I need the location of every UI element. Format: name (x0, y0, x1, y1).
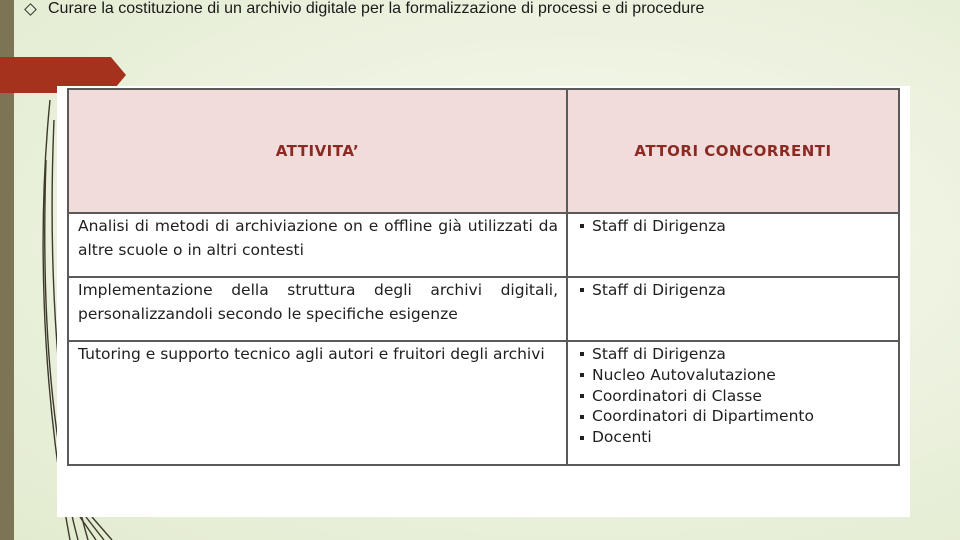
activity-cell: Analisi di metodi di archiviazione on e offline già utilizzati da altre scuole o in altri contesti (68, 213, 567, 277)
square-bullet-icon (580, 436, 584, 440)
actor-label: Coordinatori di Classe (592, 386, 762, 405)
actors-cell (567, 341, 899, 465)
slide-title: Curare la costituzione di un archivio digitale per la formalizzazione di processi e di procedure (48, 0, 705, 17)
square-bullet-icon (580, 394, 584, 398)
activity-cell: Implementazione della struttura degli archivi digitali, personalizzandoli secondo le specifiche esigenze (68, 277, 567, 341)
list-item (580, 365, 890, 386)
actor-label: Staff di Dirigenza (592, 217, 726, 235)
diamond-bullet-icon (24, 3, 37, 16)
square-bullet-icon (580, 224, 584, 228)
square-bullet-icon (580, 373, 584, 377)
table-panel (57, 86, 910, 517)
activity-cell: Tutoring e supporto tecnico agli autori e fruitori degli archivi (68, 341, 567, 465)
actor-label: Staff di Dirigenza (592, 281, 726, 299)
table-header-row (68, 89, 899, 213)
actors-cell (567, 213, 899, 277)
actors-cell (567, 277, 899, 341)
actors-list (580, 280, 890, 301)
actors-list (580, 344, 890, 448)
actor-label: Coordinatori di Dipartimento (592, 407, 814, 426)
list-item (580, 427, 890, 448)
header-activity: ATTIVITA’ (68, 89, 567, 213)
square-bullet-icon (580, 352, 584, 356)
list-item (580, 344, 890, 365)
actor-label: Staff di Dirigenza (592, 345, 726, 363)
list-item (580, 406, 890, 427)
list-item (580, 386, 890, 407)
table-row (68, 213, 899, 277)
activities-table (67, 88, 900, 466)
square-bullet-icon (580, 288, 584, 292)
table-row (68, 277, 899, 341)
list-item (580, 280, 890, 301)
square-bullet-icon (580, 415, 584, 419)
actor-label: Docenti (592, 428, 652, 447)
actor-label: Nucleo Autovalutazione (592, 365, 776, 384)
header-actors: ATTORI CONCORRENTI (567, 89, 899, 213)
actors-list (580, 216, 890, 237)
slide-header (22, 0, 704, 18)
table-row (68, 341, 899, 465)
list-item (580, 216, 890, 237)
